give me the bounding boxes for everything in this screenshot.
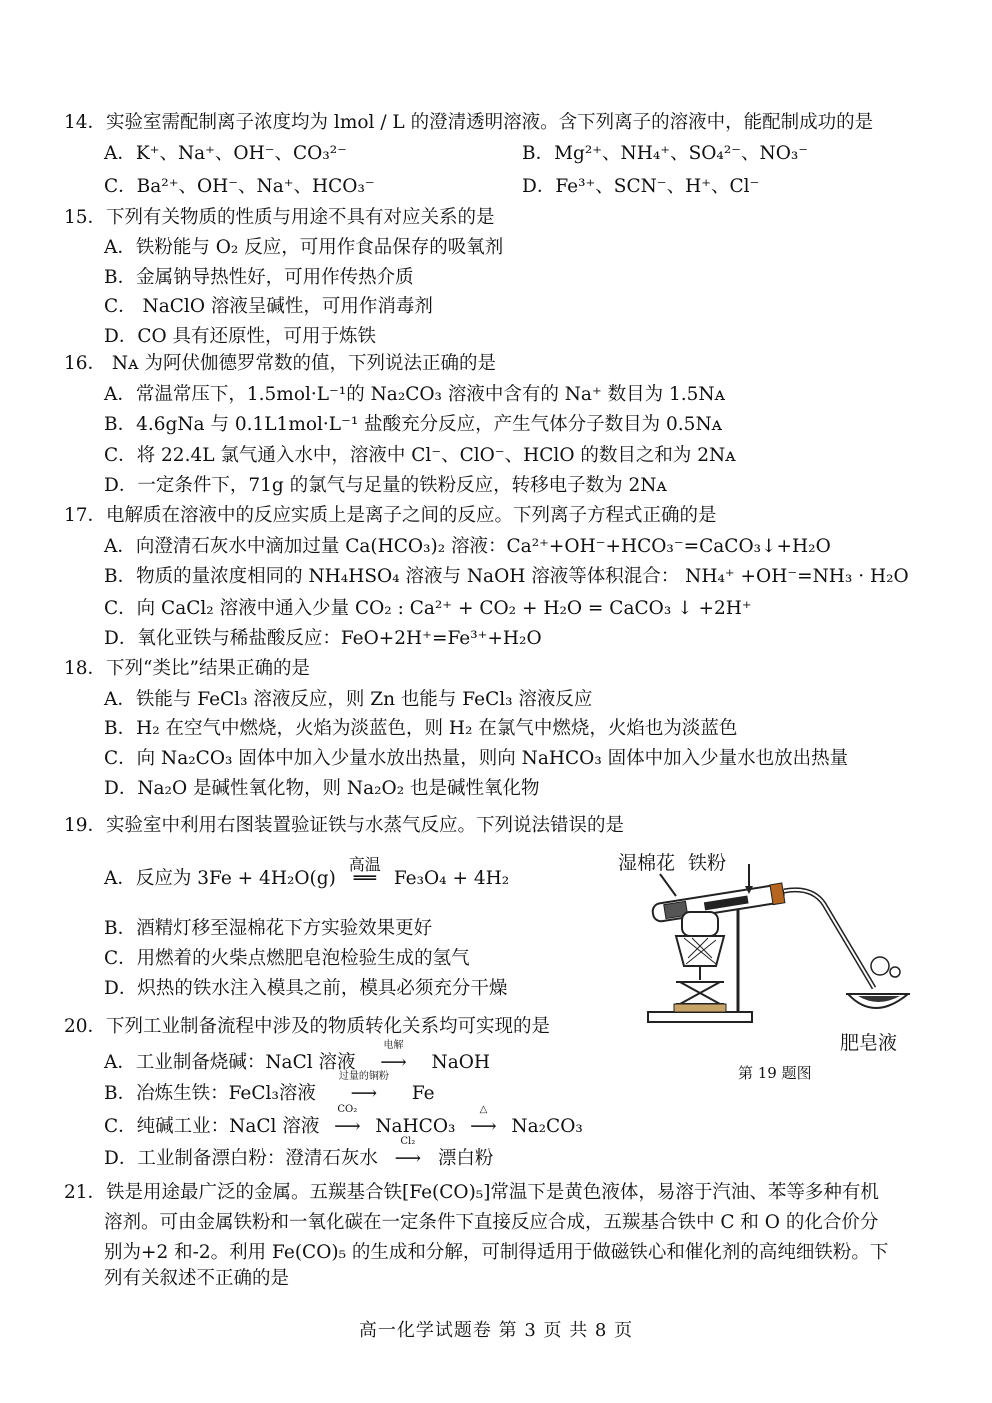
q20-d-arrow: Cl₂ ⟶ xyxy=(378,1146,438,1172)
question-21-line-2: 溶剂。可由金属铁粉和一氧化碳在一定条件下直接反应合成，五羰基合铁中 C 和 O 的化合价分 xyxy=(104,1212,879,1233)
question-20-option-d xyxy=(104,1136,494,1172)
q20-c-condition-2: △ xyxy=(479,1104,488,1115)
question-17-option-a: A．向澄清石灰水中滴加过量 Ca(HCO₃)₂ 溶液：Ca²⁺+OH⁻+HCO₃⁻=CaCO₃↓+H₂O xyxy=(104,536,831,557)
q20-c-arrow-2: △ ⟶ xyxy=(455,1114,511,1140)
question-16-option-b: B．4.6gNa 与 0.1L1mol·L⁻¹ 盐酸充分反应，产生气体分子数目为 0.5Nᴀ xyxy=(104,414,723,435)
question-19-option-a xyxy=(104,855,510,892)
question-20-option-b xyxy=(104,1071,435,1107)
figure-19-caption: 第 19 题图 xyxy=(738,1064,812,1082)
question-15-option-b: B．金属钠导热性好，可用作传热介质 xyxy=(104,267,414,288)
question-17-option-d: D．氧化亚铁与稀盐酸反应：FeO+2H⁺=Fe³⁺+H₂O xyxy=(104,628,542,649)
question-21-line-4: 列有关叙述不正确的是 xyxy=(104,1268,290,1289)
q20-c-right: Na₂CO₃ xyxy=(511,1116,583,1137)
question-18-option-b: B．H₂ 在空气中燃烧，火焰为淡蓝色，则 H₂ 在氯气中燃烧，火焰也为淡蓝色 xyxy=(104,718,738,739)
q20-a-arrow: 电解 ⟶ xyxy=(356,1050,432,1076)
question-19-stem: 19．实验室中利用右图装置验证铁与水蒸气反应。下列说法错误的是 xyxy=(64,815,625,836)
q19-a-left: A．反应为 3Fe + 4H₂O(g) xyxy=(104,868,336,889)
q20-b-condition: 过量的铜粉 xyxy=(338,1071,389,1082)
label-soap-solution: 肥皂液 xyxy=(840,1032,898,1054)
q20-a-left: A．工业制备烧碱：NaCl 溶液 xyxy=(104,1052,356,1073)
question-14-stem: 14．实验室需配制离子浓度均为 lmol / L 的澄清透明溶液。含下列离子的溶液中，能配制成功的是 xyxy=(64,112,874,133)
q20-a-condition: 电解 xyxy=(383,1040,404,1051)
question-20-stem: 20．下列工业制备流程中涉及的物质转化关系均可实现的是 xyxy=(64,1016,551,1037)
question-20-option-a xyxy=(104,1040,491,1076)
label-wet-cotton: 湿棉花 xyxy=(618,852,676,874)
question-18-stem: 18．下列“类比”结果正确的是 xyxy=(64,658,310,679)
q19-apparatus-figure xyxy=(612,846,924,1056)
question-15-option-c: C． NaClO 溶液呈碱性，可用作消毒剂 xyxy=(104,296,433,317)
question-15-option-a: A．铁粉能与 O₂ 反应，可用作食品保存的吸氧剂 xyxy=(104,237,504,258)
question-18-option-d: D．Na₂O 是碱性氧化物，则 Na₂O₂ 也是碱性氧化物 xyxy=(104,778,540,799)
q20-d-right: 漂白粉 xyxy=(437,1148,494,1169)
q20-c-left: C．纯碱工业：NaCl 溶液 xyxy=(104,1116,320,1137)
q19-a-right: Fe₃O₄ + 4H₂ xyxy=(393,868,510,889)
q20-d-left: D．工业制备漂白粉：澄清石灰水 xyxy=(104,1148,378,1169)
question-16-option-a: A．常温常压下，1.5mol·L⁻¹的 Na₂CO₃ 溶液中含有的 Na⁺ 数目为 1.5Nᴀ xyxy=(104,384,726,405)
question-18-option-c: C．向 Na₂CO₃ 固体中加入少量水放出热量，则向 NaHCO₃ 固体中加入少量水也放出热量 xyxy=(104,748,849,769)
question-19-option-c: C．用燃着的火柴点燃肥皂泡检验生成的氢气 xyxy=(104,948,470,969)
page-footer: 高一化学试题卷 第 3 页 共 8 页 xyxy=(358,1320,634,1341)
question-21-line-1: 21．铁是用途最广泛的金属。五羰基合铁[Fe(CO)₅]常温下是黄色液体，易溶于汽油、苯等多种有机 xyxy=(64,1182,879,1203)
q19-a-equals: 高温 ══ xyxy=(336,866,394,892)
question-15-stem: 15．下列有关物质的性质与用途不具有对应关系的是 xyxy=(64,207,495,228)
question-14-option-a: A．K⁺、Na⁺、OH⁻、CO₃²⁻ xyxy=(104,143,347,164)
q20-c-middle: NaHCO₃ xyxy=(375,1116,456,1137)
q20-b-right: Fe xyxy=(411,1083,435,1104)
q20-d-condition: Cl₂ xyxy=(400,1136,416,1147)
question-14-option-b: B．Mg²⁺、NH₄⁺、SO₄²⁻、NO₃⁻ xyxy=(522,143,809,164)
question-18-option-a: A．铁能与 FeCl₃ 溶液反应，则 Zn 也能与 FeCl₃ 溶液反应 xyxy=(104,689,593,710)
question-14-option-c: C．Ba²⁺、OH⁻、Na⁺、HCO₃⁻ xyxy=(104,176,375,197)
question-17-stem: 17．电解质在溶液中的反应实质上是离子之间的反应。下列离子方程式正确的是 xyxy=(64,505,717,526)
q20-c-condition-1: CO₂ xyxy=(337,1104,358,1115)
q20-a-right: NaOH xyxy=(431,1052,491,1073)
apparatus-drawing xyxy=(612,846,924,1056)
q20-c-arrow-1: CO₂ ⟶ xyxy=(319,1114,375,1140)
question-20-option-c xyxy=(104,1104,583,1140)
question-21-line-3: 别为+2 和-2。利用 Fe(CO)₅ 的生成和分解，可制得适用于做磁铁心和催化剂的高纯细铁粉。下 xyxy=(104,1242,889,1263)
question-17-option-b: B．物质的量浓度相同的 NH₄HSO₄ 溶液与 NaOH 溶液等体积混合： NH₄⁺ +OH⁻=NH₃ · H₂O xyxy=(104,566,909,587)
question-19-option-d: D．炽热的铁水注入模具之前，模具必须充分干燥 xyxy=(104,978,508,999)
q19-a-condition: 高温 xyxy=(348,855,381,874)
q20-b-arrow: 过量的铜粉 ⟶ xyxy=(316,1081,412,1107)
question-16-option-d: D．一定条件下，71g 的氯气与足量的铁粉反应，转移电子数为 2Nᴀ xyxy=(104,475,667,496)
question-16-stem: 16． Nᴀ 为阿伏伽德罗常数的值，下列说法正确的是 xyxy=(64,353,496,374)
question-19-option-b: B．酒精灯移至湿棉花下方实验效果更好 xyxy=(104,918,433,939)
question-14-option-d: D．Fe³⁺、SCN⁻、H⁺、Cl⁻ xyxy=(522,176,760,197)
question-15-option-d: D．CO 具有还原性，可用于炼铁 xyxy=(104,326,377,347)
question-16-option-c: C．将 22.4L 氯气通入水中，溶液中 Cl⁻、ClO⁻、HClO 的数目之和为 2Nᴀ xyxy=(104,445,736,466)
label-iron-powder: 铁粉 xyxy=(688,852,727,874)
question-17-option-c: C．向 CaCl₂ 溶液中通入少量 CO₂ : Ca²⁺ + CO₂ + H₂O = CaCO₃ ↓ +2H⁺ xyxy=(104,598,752,619)
q20-b-left: B．冶炼生铁：FeCl₃溶液 xyxy=(104,1083,316,1104)
